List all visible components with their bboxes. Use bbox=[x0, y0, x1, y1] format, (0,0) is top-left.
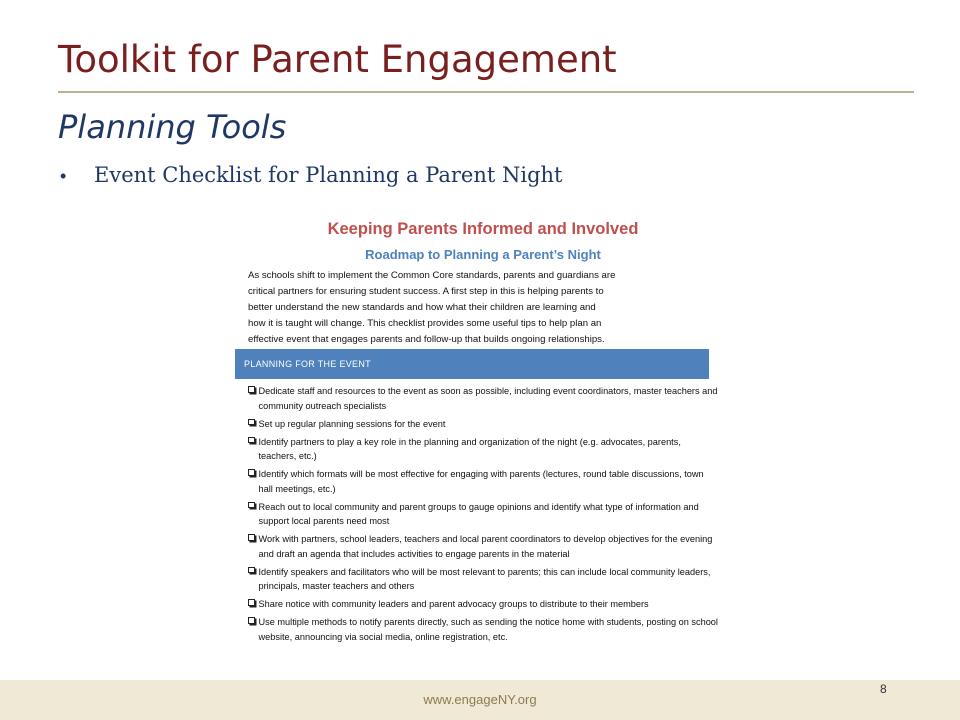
checklist-item bbox=[248, 500, 718, 529]
checklist-item bbox=[248, 435, 718, 464]
checklist-item-text: Identify speakers and facilitators who will be most relevant to parents; this can include local community leaders, principals, master teachers and others bbox=[258, 566, 711, 591]
checkbox-icon bbox=[248, 617, 255, 624]
checklist-item bbox=[248, 384, 718, 413]
slide-title: Toolkit for Parent Engagement bbox=[58, 38, 617, 81]
section-header: PLANNING FOR THE EVENT bbox=[235, 349, 709, 379]
bullet-dot-icon: • bbox=[60, 166, 67, 186]
intro-line: As schools shift to implement the Common Core standards, parents and guardians are bbox=[248, 270, 616, 281]
checklist-item-text: Identify partners to play a key role in the planning and organization of the night (e.g. advocates, parents, teachers, etc.) bbox=[258, 436, 681, 461]
checkbox-icon bbox=[248, 469, 255, 476]
bullet-item bbox=[60, 163, 563, 187]
checkbox-icon bbox=[248, 599, 255, 606]
checklist-item bbox=[248, 615, 718, 644]
document-subtitle: Roadmap to Planning a Parent’s Night bbox=[365, 247, 601, 262]
intro-line: how it is taught will change. This checklist provides some useful tips to help plan an bbox=[248, 318, 602, 329]
checklist-item-text: Dedicate staff and resources to the event as soon as possible, including event coordinators, master teachers and community outreach specialists bbox=[258, 386, 718, 411]
checkbox-icon bbox=[248, 567, 255, 574]
checklist-item bbox=[248, 417, 718, 432]
slide-subtitle: Planning Tools bbox=[58, 108, 287, 146]
checklist-item bbox=[248, 467, 718, 496]
checklist-item bbox=[248, 565, 718, 594]
checklist-item-text: Reach out to local community and parent groups to gauge opinions and identify what type of information and support local parents need most bbox=[258, 501, 699, 526]
footer-bar bbox=[0, 680, 960, 720]
checkbox-icon bbox=[248, 502, 255, 509]
intro-line: critical partners for ensuring student success. A first step in this is helping parents to bbox=[248, 286, 604, 297]
checklist-document-image bbox=[218, 212, 748, 680]
title-divider bbox=[58, 91, 914, 93]
footer-url: www.engageNY.org bbox=[423, 692, 537, 707]
bullet-text: Event Checklist for Planning a Parent Night bbox=[94, 163, 563, 187]
intro-line: better understand the new standards and how what their children are learning and bbox=[248, 302, 596, 313]
checklist-item bbox=[248, 532, 718, 561]
document-intro bbox=[248, 268, 718, 348]
checkbox-icon bbox=[248, 437, 255, 444]
page-number: 8 bbox=[880, 682, 887, 696]
document-title: Keeping Parents Informed and Involved bbox=[327, 220, 639, 238]
checkbox-icon bbox=[248, 386, 255, 393]
checklist-item-text: Identify which formats will be most effective for engaging with parents (lectures, round table discussions, town hall meetings, etc.) bbox=[258, 469, 704, 494]
checkbox-icon bbox=[248, 419, 255, 426]
checklist-item-text: Set up regular planning sessions for the event bbox=[258, 418, 446, 429]
checklist-item-text: Share notice with community leaders and parent advocacy groups to distribute to their members bbox=[258, 599, 649, 609]
checklist-item bbox=[248, 597, 718, 612]
checkbox-icon bbox=[248, 534, 255, 541]
checklist-item-text: Use multiple methods to notify parents directly, such as sending the notice home with students, posting on school website, announcing via social media, online registration, etc. bbox=[258, 617, 718, 642]
event-checklist bbox=[248, 384, 718, 648]
intro-line: effective event that engages parents and follow-up that builds ongoing relationships. bbox=[248, 334, 605, 345]
checklist-item-text: Work with partners, school leaders, teachers and local parent coordinators to develop objectives for the evening and draft an agenda that includes activities to engage parents in the material bbox=[258, 534, 713, 559]
